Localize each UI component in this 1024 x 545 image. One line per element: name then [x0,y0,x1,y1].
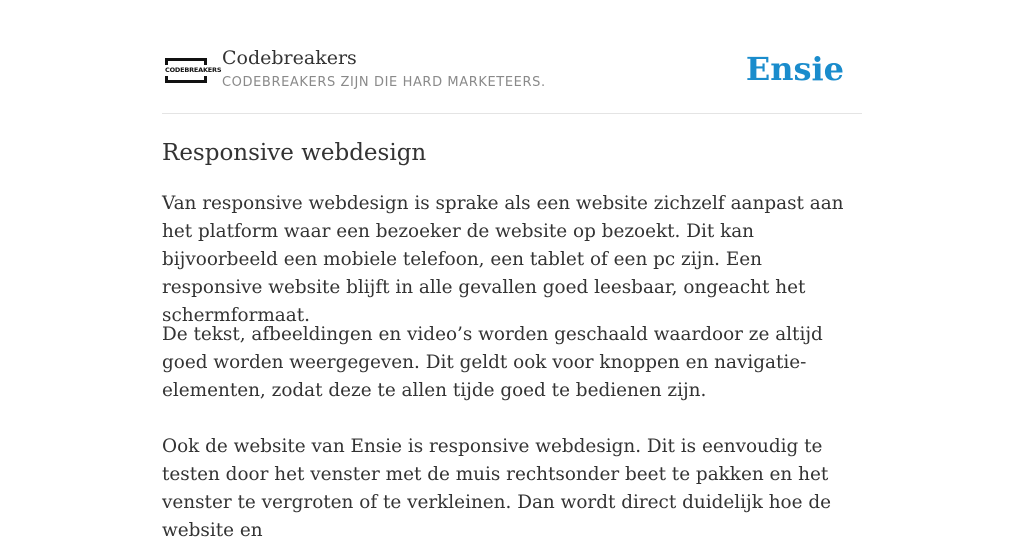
article-paragraph: Ook de website van Ensie is responsive webdesign. Dit is eenvoudig te testen door het venster met de muis rechtsonder beet te pakken en het venster te vergroten of te verkleinen. Dan wordt direct duidelijk hoe de website en [162,436,832,541]
article-paragraph: Van responsive webdesign is sprake als een website zichzelf aanpast aan het platform waar een bezoeker de website op bezoekt. Dit kan bijvoorbeeld een mobiele telefoon, een tablet of een pc zijn. Een responsive website blijft in alle gevallen goed leesbaar, ongeacht het schermformaat. [162,193,844,326]
logo-bracket-corner [204,76,207,83]
site-tagline: CODEBREAKERS ZIJN DIE HARD MARKETEERS. [222,75,546,90]
logo-bracket-corner [165,76,168,83]
logo-text: CODEBREAKERS [165,66,222,74]
article-title: Responsive webdesign [162,140,427,166]
header [162,0,862,114]
site-name[interactable]: Codebreakers [222,47,357,69]
article-paragraph: De tekst, afbeeldingen en video’s worden geschaald waardoor ze altijd goed worden weergegeven. Dit geldt ook voor knoppen en navigatie-elementen, zodat deze te allen tijde goed te bedienen zijn. [162,324,823,401]
content-container [162,0,862,541]
codebreakers-logo[interactable] [165,58,222,83]
ensie-brand-link[interactable]: Ensie [745,50,844,88]
